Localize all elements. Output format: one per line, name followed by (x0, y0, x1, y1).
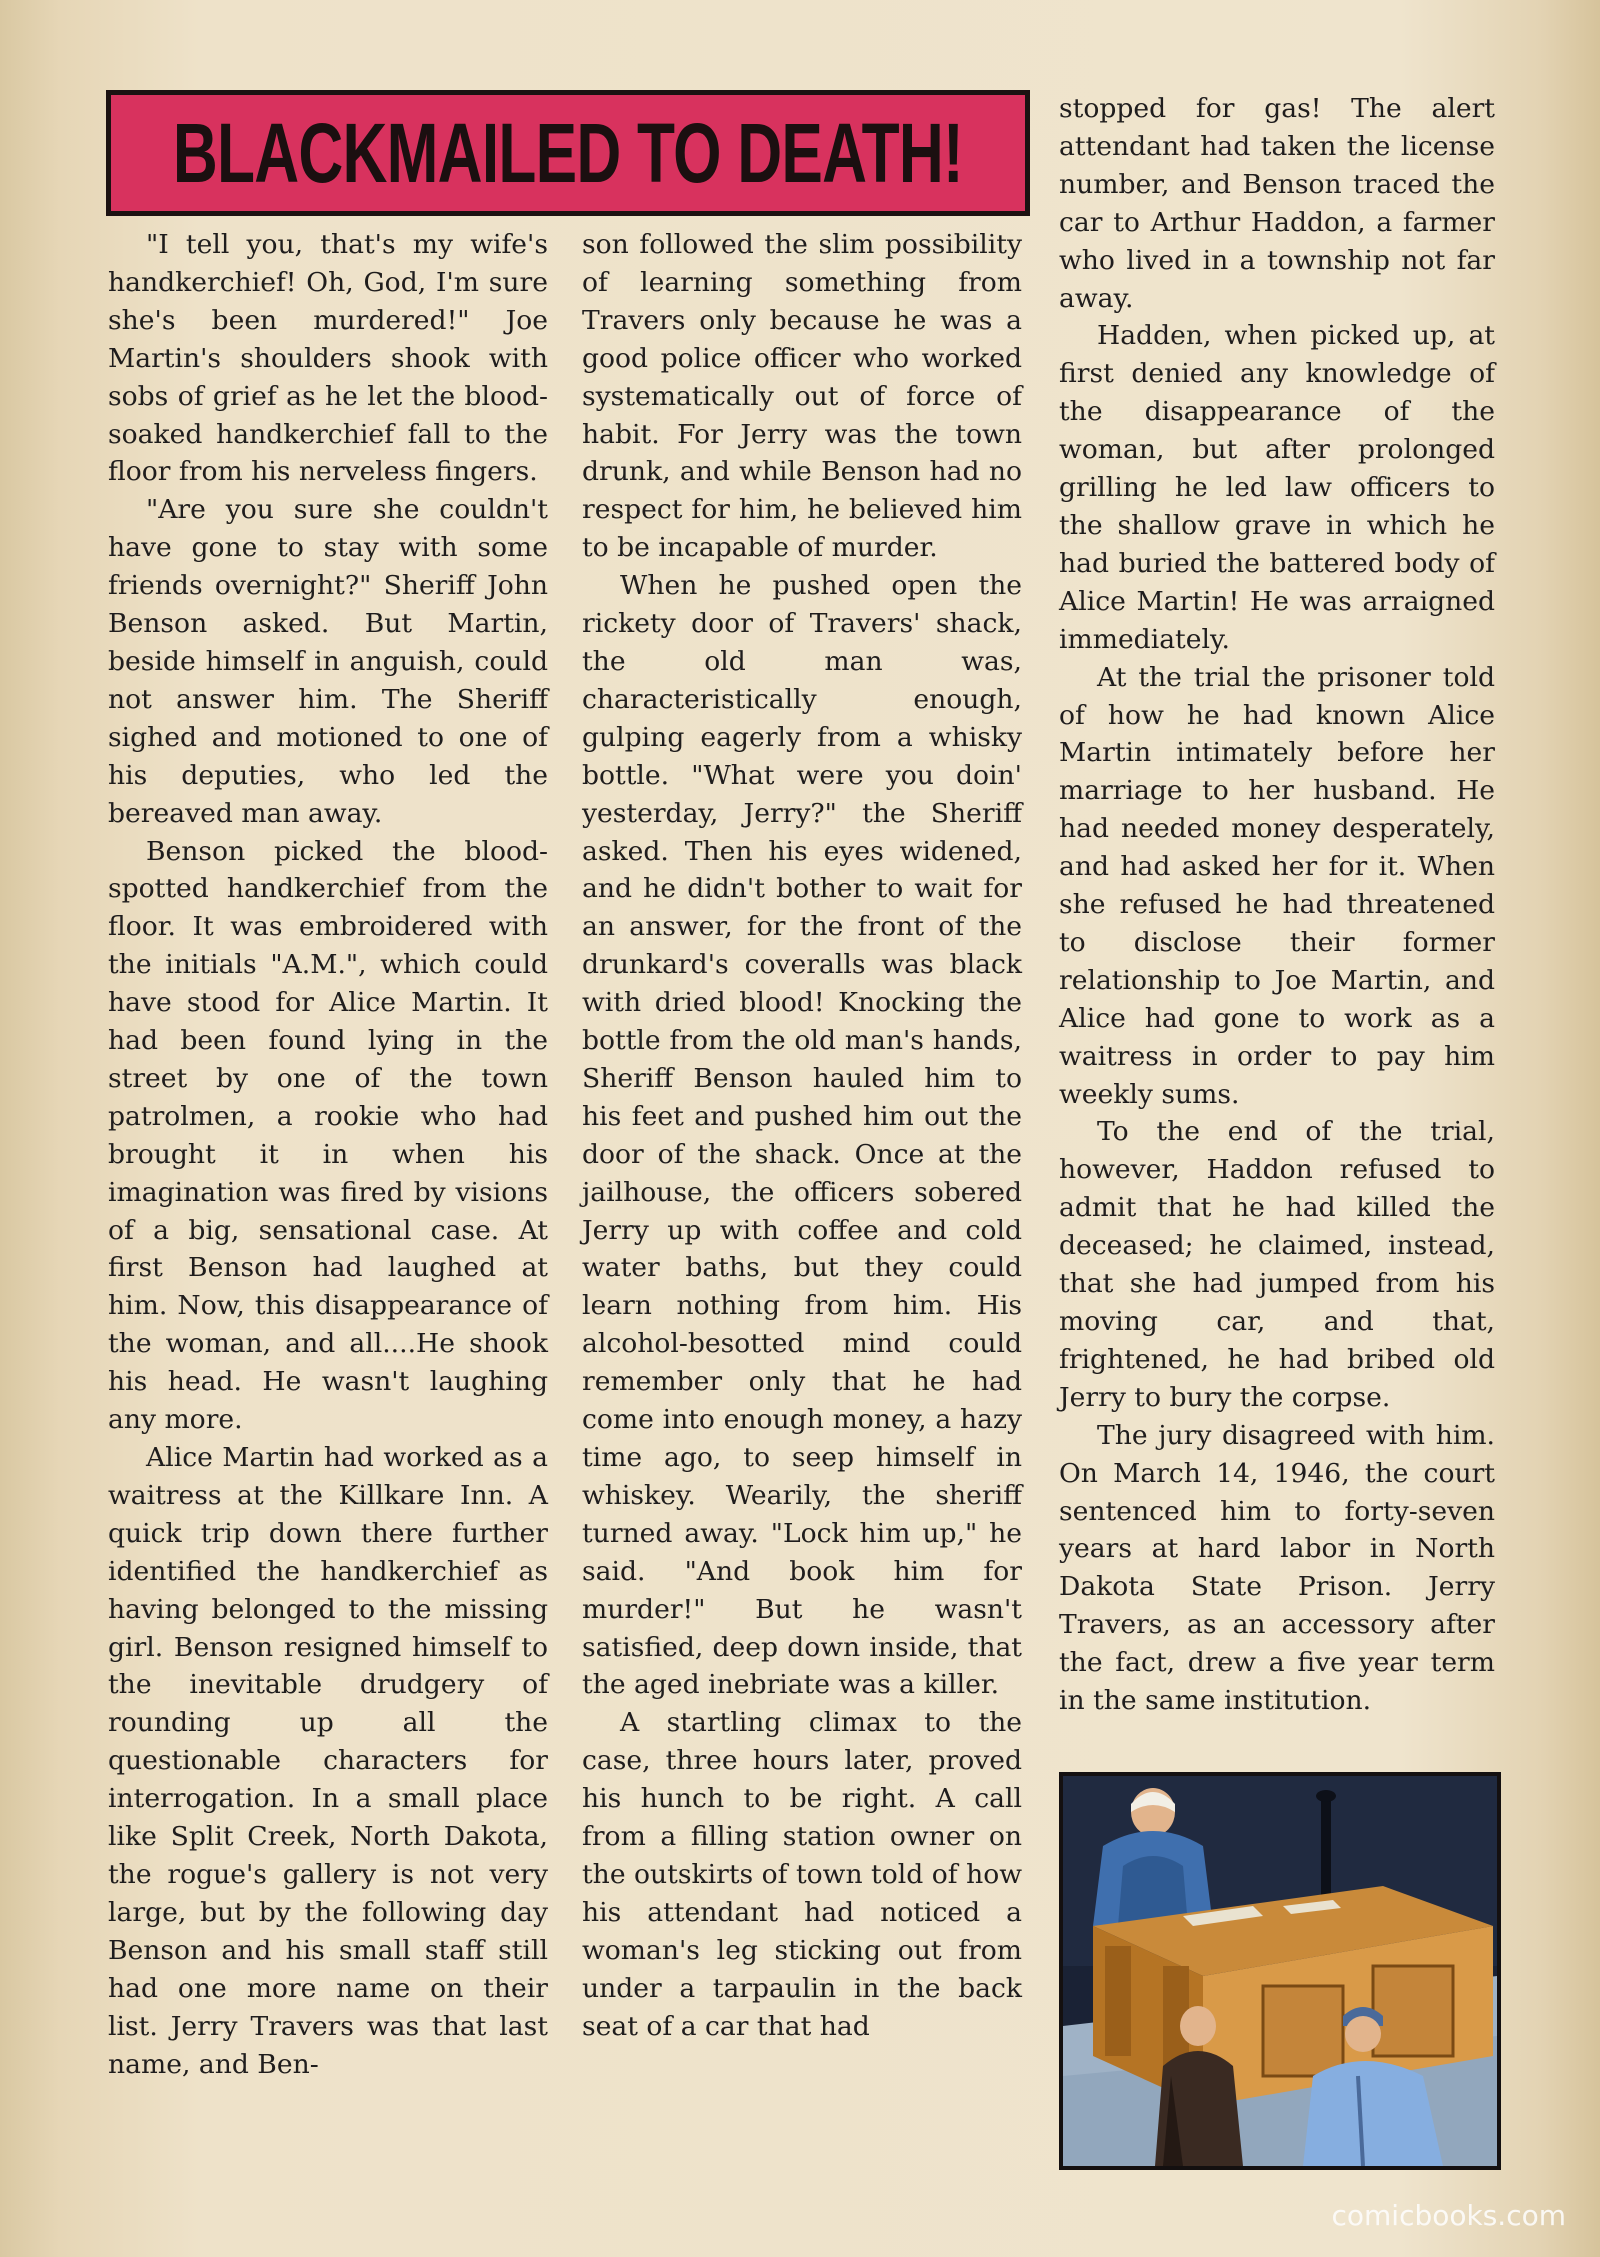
story-title: BLACKMAILED TO DEATH! (172, 106, 964, 200)
paragraph: Benson picked the blood-spotted handkerchief from the floor. It was embroidered with the initials "A.M.", which could have stood for Alice Martin. It had been found lying in the street by one of the town patrolmen, a rookie who had brought it in when his imagination was fired by visions of a big, sensational case. At first Benson had laughed at him. Now, this disappearance of the woman, and all....He shook his head. He wasn't laughing any more. (108, 835, 548, 1436)
courtroom-scene-illustration (1059, 1772, 1501, 2170)
text-column-2 (582, 226, 1022, 2046)
text-column-1 (108, 226, 548, 2083)
paragraph: To the end of the trial, however, Haddon refused to admit that he had killed the deceased; he claimed, instead, that she had jumped from his moving car, and that, frightened, he had bribed old Jerry to bury the corpse. (1059, 1116, 1495, 1413)
paragraph: "Are you sure she couldn't have gone to stay with some friends overnight?" Sheriff John Benson asked. But Martin, beside himself in anguish, could not answer him. The Sheriff sighed and motioned to one of his deputies, who led the bereaved man away. (108, 494, 548, 829)
paragraph: Alice Martin had worked as a waitress at the Killkare Inn. A quick trip down there further identified the handkerchief as having belonged to the missing girl. Benson resigned himself to the inevitable drudgery of rounding up all the questionable characters for interrogation. In a small place like Split Creek, North Dakota, the rogue's gallery is not very large, but by the following day Benson and his small staff still had one more name on their list. Jerry Travers was that last name, and Ben- (108, 1442, 548, 2080)
paragraph: "I tell you, that's my wife's handkerchief! Oh, God, I'm sure she's been murdered!" Joe Martin's shoulders shook with sobs of grief as he let the blood-soaked handkerchief fall to the floor from his nerveless fingers. (108, 229, 548, 488)
paragraph: The jury disagreed with him. On March 14, 1946, the court sentenced him to forty-seven years at hard labor in North Dakota State Prison. Jerry Travers, as an accessory after the fact, drew a five year term in the same institution. (1059, 1419, 1495, 1717)
courtroom-scene-icon (1063, 1776, 1497, 2166)
paragraph: son followed the slim possibility of learning something from Travers only because he was a good police officer who worked systematically out of force of habit. For Jerry was the town drunk, and while Benson had no respect for him, he believed him to be incapable of murder. (582, 229, 1022, 564)
text-column-3 (1059, 90, 1495, 1720)
paragraph: At the trial the prisoner told of how he had known Alice Martin intimately before her marriage to her husband. He had needed money desperately, and had asked her for it. When she refused he had threatened to disclose their former relationship to Joe Martin, and Alice had gone to work as a waitress in order to pay him weekly sums. (1059, 661, 1495, 1110)
paragraph: A startling climax to the case, three hours later, proved his hunch to be right. A call from a filling station owner on the outskirts of town told of how his attendant had noticed a woman's leg sticking out from under a tarpaulin in the back seat of a car that had (582, 1707, 1022, 2042)
title-banner (106, 90, 1030, 216)
watermark-text: comicbooks.com (1331, 2199, 1566, 2232)
paragraph: stopped for gas! The alert attendant had taken the license number, and Benson traced the car to Arthur Haddon, a farmer who lived in a township not far away. (1059, 93, 1495, 314)
paragraph: When he pushed open the rickety door of Travers' shack, the old man was, characteristically enough, gulping eagerly from a whisky bottle. "What were you doin' yesterday, Jerry?" the Sheriff asked. Then his eyes widened, and he didn't bother to wait for an answer, for the front of the drunkard's coveralls was black with dried blood! Knocking the bottle from the old man's hands, Sheriff Benson hauled him to his feet and pushed him out the door of the shack. Once at the jailhouse, the officers sobered Jerry up with coffee and cold water baths, but they could learn nothing from him. His alcohol-besotted mind could remember only that he had come into enough money, a hazy time ago, to seep himself in whiskey. Wearily, the sheriff turned away. "Lock him up," he said. "And book him for murder!" But he wasn't satisfied, deep down inside, that the aged inebriate was a killer. (582, 570, 1022, 1701)
paragraph: Hadden, when picked up, at first denied any knowledge of the disappearance of the woman, but after prolonged grilling he led law officers to the shallow grave in which he had buried the battered body of Alice Martin! He was arraigned immediately. (1059, 320, 1495, 655)
